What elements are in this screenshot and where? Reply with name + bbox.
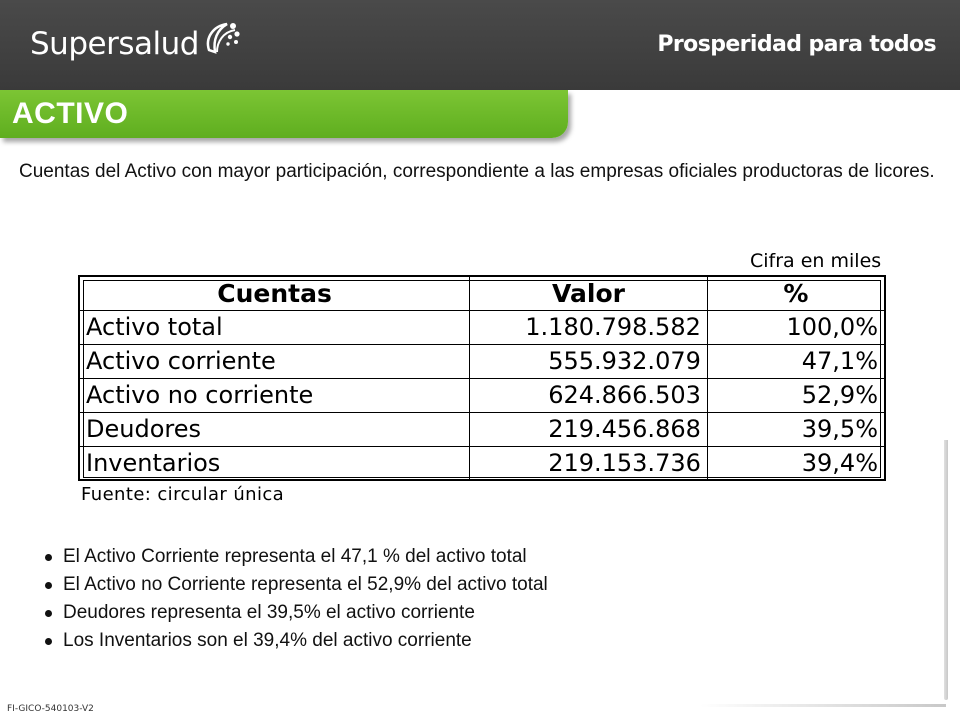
- cell-percent: 39,5%: [707, 412, 885, 446]
- cell-account: Activo corriente: [79, 344, 470, 378]
- cell-account: Deudores: [79, 412, 470, 446]
- table-header-row: [79, 276, 885, 310]
- intro-text: Cuentas del Activo con mayor participación, correspondiente a las empresas oficiales productoras de licores.: [19, 161, 935, 182]
- cell-percent: 52,9%: [707, 378, 885, 412]
- cell-percent: 47,1%: [707, 344, 885, 378]
- accounts-table: [78, 275, 886, 481]
- supersalud-logo: [30, 26, 243, 62]
- unit-note: Cifra en miles: [750, 250, 882, 272]
- table-row: [79, 344, 885, 378]
- header-valor: Valor: [470, 276, 708, 310]
- list-item: Deudores representa el 39,5% el activo corriente: [45, 599, 548, 627]
- header-bar: [0, 0, 960, 90]
- list-item: Los Inventarios son el 39,4% del activo corriente: [45, 627, 548, 655]
- bullet-list: [45, 543, 548, 655]
- page-title: ACTIVO: [12, 97, 129, 130]
- cell-account: Activo no corriente: [79, 378, 470, 412]
- cell-percent: 100,0%: [707, 310, 885, 344]
- cell-value: 624.866.503: [470, 378, 708, 412]
- header-cuentas: Cuentas: [79, 276, 470, 310]
- slide-frame-bottom: [700, 704, 946, 707]
- table-row: [79, 446, 885, 480]
- footer-code: FI-GICO-540103-V2: [7, 704, 94, 714]
- logo-text: Supersalud: [30, 26, 199, 62]
- table-row: [79, 310, 885, 344]
- logo-mark-icon: [203, 20, 243, 60]
- slogan: Prosperidad para todos: [657, 32, 936, 57]
- cell-value: 555.932.079: [470, 344, 708, 378]
- list-item: El Activo no Corriente representa el 52,9% del activo total: [45, 571, 548, 599]
- title-bar: [0, 90, 568, 138]
- cell-account: Activo total: [79, 310, 470, 344]
- list-item: El Activo Corriente representa el 47,1 % del activo total: [45, 543, 548, 571]
- cell-value: 219.456.868: [470, 412, 708, 446]
- table-row: [79, 412, 885, 446]
- table-row: [79, 378, 885, 412]
- cell-percent: 39,4%: [707, 446, 885, 480]
- cell-value: 219.153.736: [470, 446, 708, 480]
- slide-frame-right: [944, 440, 948, 700]
- table-source: Fuente: circular única: [81, 484, 285, 505]
- header-percent: %: [707, 276, 885, 310]
- cell-value: 1.180.798.582: [470, 310, 708, 344]
- cell-account: Inventarios: [79, 446, 470, 480]
